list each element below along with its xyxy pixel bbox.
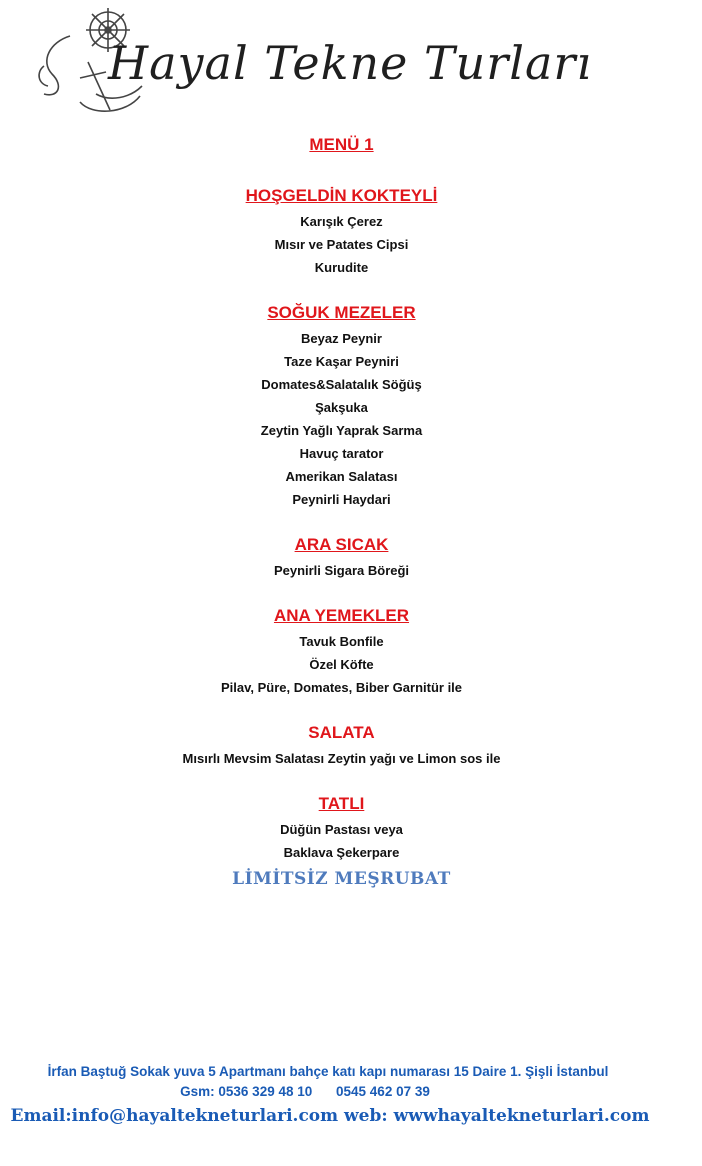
- unlimited-drinks: LİMİTSİZ MEŞRUBAT: [232, 869, 451, 889]
- menu-section: [0, 531, 683, 582]
- phone-secondary: 0545 462 07 39: [336, 1084, 430, 1099]
- menu-title: MENÜ 1: [309, 135, 374, 154]
- menu-item: Peynirli Haydari: [292, 492, 391, 507]
- menu-item: Zeytin Yağlı Yaprak Sarma: [260, 423, 423, 438]
- section-heading: ANA YEMEKLER: [273, 606, 410, 625]
- footer-address: İrfan Baştuğ Sokak yuva 5 Apartmanı bahçe katı kapı numarası 15 Daire 1. Şişli İstanbul: [47, 1064, 609, 1079]
- menu-section: [0, 299, 683, 511]
- menu-section: [0, 790, 683, 894]
- menu-item: Düğün Pastası veya: [280, 822, 403, 837]
- menu-item: Taze Kaşar Peyniri: [284, 354, 399, 369]
- menu-item: Havuç tarator: [299, 446, 384, 461]
- section-heading: SALATA: [308, 723, 375, 742]
- menu-item: Mısır ve Patates Cipsi: [274, 237, 409, 252]
- section-heading: HOŞGELDİN KOKTEYLİ: [245, 186, 438, 205]
- section-heading: ARA SICAK: [294, 535, 389, 554]
- menu-item: Pilav, Püre, Domates, Biber Garnitür ile: [220, 680, 463, 695]
- section-heading: TATLI: [318, 794, 365, 813]
- menu-section: [0, 602, 683, 699]
- menu-item: Tavuk Bonfile: [299, 634, 384, 649]
- menu-item: Baklava Şekerpare: [283, 845, 400, 860]
- menu-item: Karışık Çerez: [300, 214, 383, 229]
- menu-item: Kurudite: [314, 260, 369, 275]
- menu-item: Mısırlı Mevsim Salatası Zeytin yağı ve Limon sos ile: [182, 751, 501, 766]
- menu-item: Özel Köfte: [309, 657, 374, 672]
- company-logo: [30, 6, 690, 118]
- menu-item: Beyaz Peynir: [301, 331, 382, 346]
- menu-item: Peynirli Sigara Böreği: [273, 563, 410, 578]
- footer-phone: [0, 1084, 610, 1099]
- section-heading: SOĞUK MEZELER: [267, 303, 416, 322]
- menu-section: [0, 182, 683, 279]
- menu-section: [0, 719, 683, 770]
- footer-contact: Email:info@hayaltekneturlari.com web: wwwhayaltekneturlari.com: [10, 1106, 650, 1126]
- logo-wordmark: Hayal Tekne Turları: [108, 36, 593, 90]
- menu-item: Amerikan Salatası: [285, 469, 398, 484]
- phone-primary: Gsm: 0536 329 48 10: [180, 1084, 313, 1099]
- menu-item: Şakşuka: [315, 400, 368, 415]
- menu-item: Domates&Salatalık Söğüş: [261, 377, 422, 392]
- menu-content: [0, 128, 683, 894]
